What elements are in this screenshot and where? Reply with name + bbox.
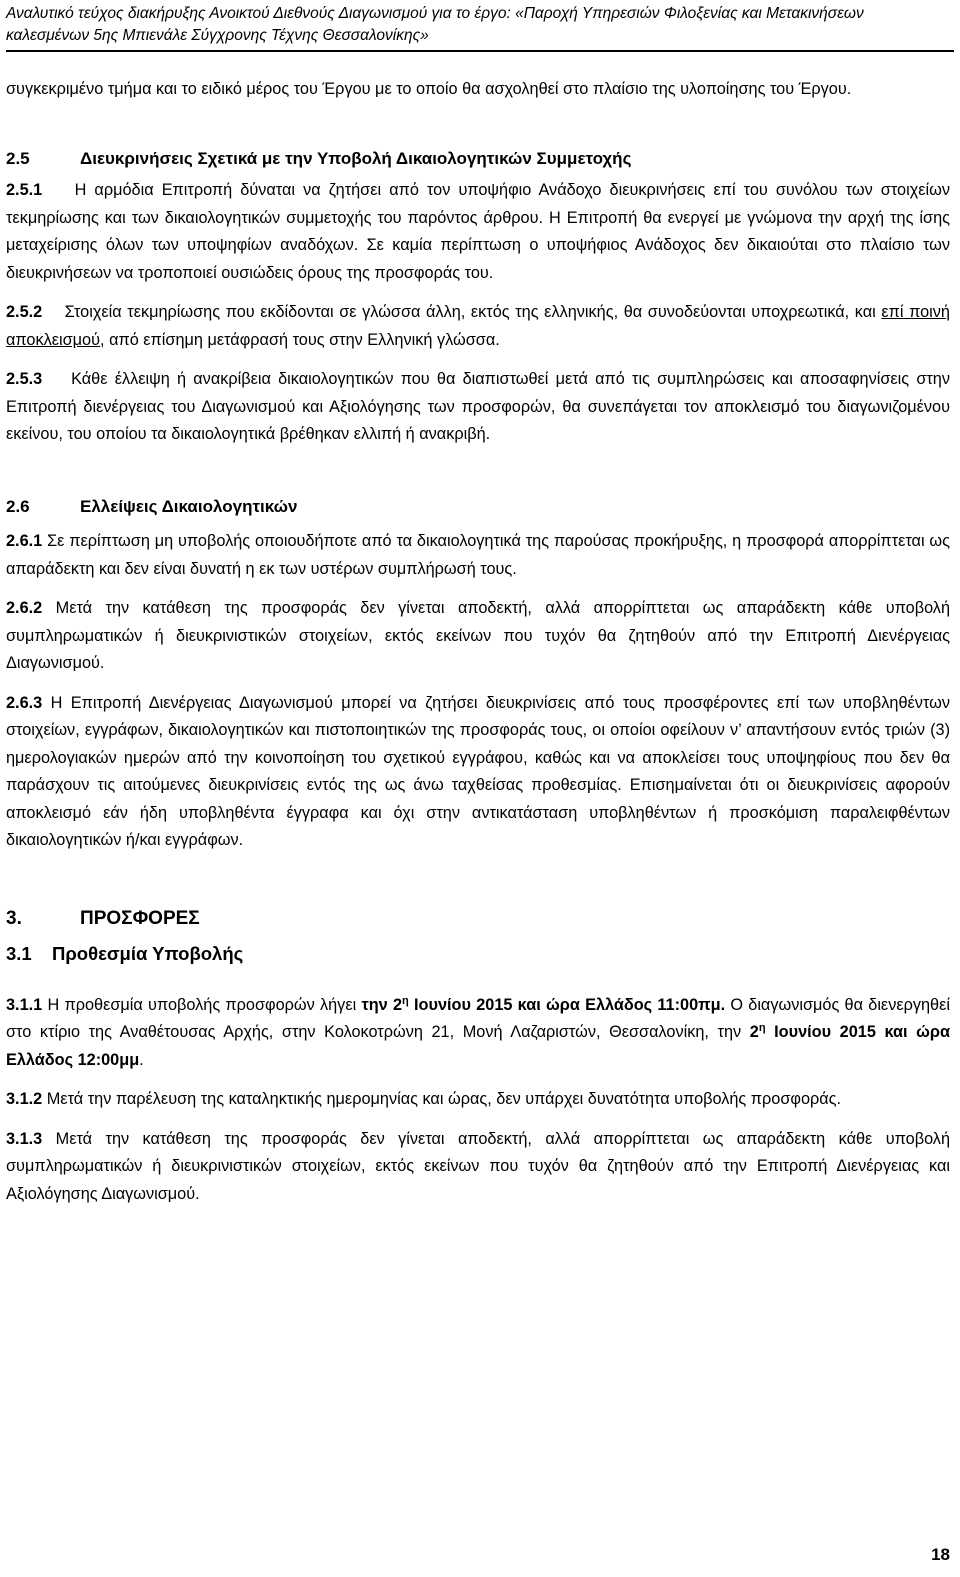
header-line-1 xyxy=(6,3,954,25)
document-header xyxy=(6,3,954,52)
paragraph-number: 3.1.1 xyxy=(6,995,43,1014)
section-number: 3.1 xyxy=(6,943,32,964)
paragraph-text: Μετά την κατάθεση της προσφοράς δεν γίνεται αποδεκτή, αλλά απορρίπτεται ως απαράδεκτη κάθε υποβολή συμπληρωματικών ή διευκρινιστικών στοιχείων, εκτός εκείνων που τυχόν θα ζητηθούν από την Επιτροπή Διενέργειας και Αξιολόγησης Διαγωνισμού. xyxy=(6,1129,951,1203)
underlined-text: επί ποινή αποκλεισμού xyxy=(6,303,950,349)
paragraph-number: 3.1.2 xyxy=(6,1090,43,1108)
deadline-time: Ιουνίου 2015 και ώρα Ελλάδος 11:00πμ. xyxy=(408,995,726,1014)
section-number: 3. xyxy=(6,907,22,929)
section-2-6-heading xyxy=(6,493,950,521)
section-number: 2.6 xyxy=(6,496,30,516)
paragraph-3-1-2 xyxy=(6,1086,950,1114)
intro-paragraph: συγκεκριμένο τμήμα και το ειδικό μέρος του Έργου με το οποίο θα ασχοληθεί στο πλαίσιο της υλοποίησης του Έργου. xyxy=(6,80,852,98)
section-number: 2.5 xyxy=(6,148,30,168)
paragraph-number: 2.6.1 xyxy=(6,532,43,550)
paragraph-3-1-1 xyxy=(6,992,950,1075)
opening-time: Ιουνίου 2015 και ώρα Ελλάδος 12:00μμ xyxy=(6,1023,950,1069)
paragraph-text-end: . xyxy=(139,1050,144,1069)
paragraph-2-6-2 xyxy=(6,595,950,678)
section-2-5-heading xyxy=(6,145,950,173)
paragraph-text: Στοιχεία τεκμηρίωσης που εκδίδονται σε γλώσσα άλλη, εκτός της ελληνικής, θα συνοδεύονται υποχρεωτικά, και xyxy=(64,303,882,321)
paragraph-text: Μετά την κατάθεση της προσφοράς δεν γίνεται αποδεκτή, αλλά απορρίπτεται ως απαράδεκτη κάθε υποβολή συμπληρωματικών ή διευκρινιστικών στοιχείων, εκτός εκείνων που τυχόν θα ζητηθούν από την Επιτροπή Διενέργειας Διαγωνισμού. xyxy=(6,599,951,672)
paragraph-2-6-3 xyxy=(6,690,950,855)
section-3-heading xyxy=(6,905,950,933)
section-title: Προθεσμία Υποβολής xyxy=(52,943,244,964)
paragraph-2-5-2 xyxy=(6,299,950,354)
paragraph-number: 2.5.2 xyxy=(6,303,43,321)
header-title: Παροχή Υπηρεσιών Φιλοξενίας και Μετακινήσεων xyxy=(523,5,864,22)
deadline-date: την 2 xyxy=(361,995,403,1014)
paragraph-number: 3.1.3 xyxy=(6,1129,43,1148)
paragraph-text: Μετά την παρέλευση της καταληκτικής ημερομηνίας και ώρας, δεν υπάρχει δυνατότητα υποβολής προσφοράς. xyxy=(46,1090,842,1108)
opening-date: 2 xyxy=(749,1023,759,1041)
paragraph-number: 2.5.3 xyxy=(6,370,43,388)
paragraph-text: Η αρμόδια Επιτροπή δύναται να ζητήσει από τον υποψήφιο Ανάδοχο διευκρινήσεις επί του συνόλου των στοιχείων τεκμηρίωσης και των δικαιολογητικών συμμετοχής του παρόντος άρθρου. Η Επιτροπή θα ενεργεί με γνώμονα την αρχή της ίσης μεταχείρισης όλων των υποψηφίων αναδόχων. Σε καμία περίπτωση ο υποψήφιος Ανάδοχος δεν δικαιούται στο πλαίσιο των διευκρινήσεων να τροποποιεί ουσιώδεις όρους της προσφοράς του. xyxy=(6,181,950,282)
header-prefix: Αναλυτικό τεύχος διακήρυξης Ανοικτού Διεθνούς Διαγωνισμού για το έργο: « xyxy=(6,5,524,22)
paragraph-text: Κάθε έλλειψη ή ανακρίβεια δικαιολογητικών που θα διαπιστωθεί μετά από τις συμπληρώσεις και αποσαφηνίσεις στην Επιτροπή διενέργειας του Διαγωνισμού και Αξιολόγησης των προσφορών, θα συνεπάγεται τον αποκλεισμό του διαγωνιζομένου εκείνου, του οποίου τα δικαιολογητικά βρέθηκαν ελλιπή ή ανακριβή. xyxy=(6,370,950,443)
ordinal-superscript: η xyxy=(758,1022,766,1034)
paragraph-2-5-1 xyxy=(6,177,950,287)
paragraph-2-5-3 xyxy=(6,366,950,449)
paragraph-3-1-3 xyxy=(6,1126,950,1209)
paragraph-text-end: , από επίσημη μετάφρασή τους στην Ελληνική γλώσσα. xyxy=(100,330,500,349)
paragraph-text: Σε περίπτωση μη υποβολής οποιουδήποτε από τα δικαιολογητικά της παρούσας προκήρυξης, η προσφορά απορρίπτεται ως απαράδεκτη και δεν είναι δυνατή η εκ των υστέρων συμπλήρωσή τους. xyxy=(6,532,950,578)
document-body xyxy=(6,76,950,1208)
paragraph-number: 2.6.2 xyxy=(6,599,43,617)
paragraph-text: Η Επιτροπή Διενέργειας Διαγωνισμού μπορεί να ζητήσει διευκρινίσεις από τους προσφέροντες επί των υποβληθέντων στοιχείων, εγγράφων, δικαιολογητικών και πιστοποιητικών της προσφοράς τους, οι οποίοι οφείλουν ν’ απαντήσουν εντός τριών (3) ημερολογιακών ημερών από την κοινοποίηση του σχετικού εγγράφου, καθώς και να αποκλείσει τους υποψηφίους που δεν θα παράσχουν τις αιτούμενες διευκρινίσεις εντός της ως άνω ταχθείσας προθεσμίας. Επισημαίνεται ότι οι διευκρινίσεις αφορούν αποκλεισμό εάν ήδη υποβληθέντα έγγραφα και όχι στην αντικατάσταση υποβληθέντων ή προσκόμιση παραλειφθέντων δικαιολογητικών ή/και εγγράφων. xyxy=(6,693,950,849)
page-number: 18 xyxy=(931,1545,950,1564)
paragraph-number: 2.5.1 xyxy=(6,181,43,199)
header-line-2: καλεσμένων 5ης Μπιενάλε Σύγχρονης Τέχνης Θεσσαλονίκης» xyxy=(6,27,429,44)
paragraph-text-middle: Ο διαγωνισμός θα διενεργηθεί στο κτίριο της Αναθέτουσας Αρχής, στην Κολοκοτρώνη 21, Μονή Λαζαριστών, Θεσσαλονίκη, την xyxy=(6,995,950,1041)
paragraph-number: 2.6.3 xyxy=(6,693,43,712)
section-title: ΠΡΟΣΦΟΡΕΣ xyxy=(80,907,200,929)
paragraph-text: Η προθεσμία υποβολής προσφορών λήγει xyxy=(47,995,362,1014)
ordinal-superscript: η xyxy=(402,994,409,1007)
section-title: Διευκρινήσεις Σχετικά με την Υποβολή Δικαιολογητικών Συμμετοχής xyxy=(80,148,632,168)
section-3-1-heading xyxy=(6,940,950,968)
section-title: Ελλείψεις Δικαιολογητικών xyxy=(80,496,298,516)
paragraph-2-6-1 xyxy=(6,528,950,583)
